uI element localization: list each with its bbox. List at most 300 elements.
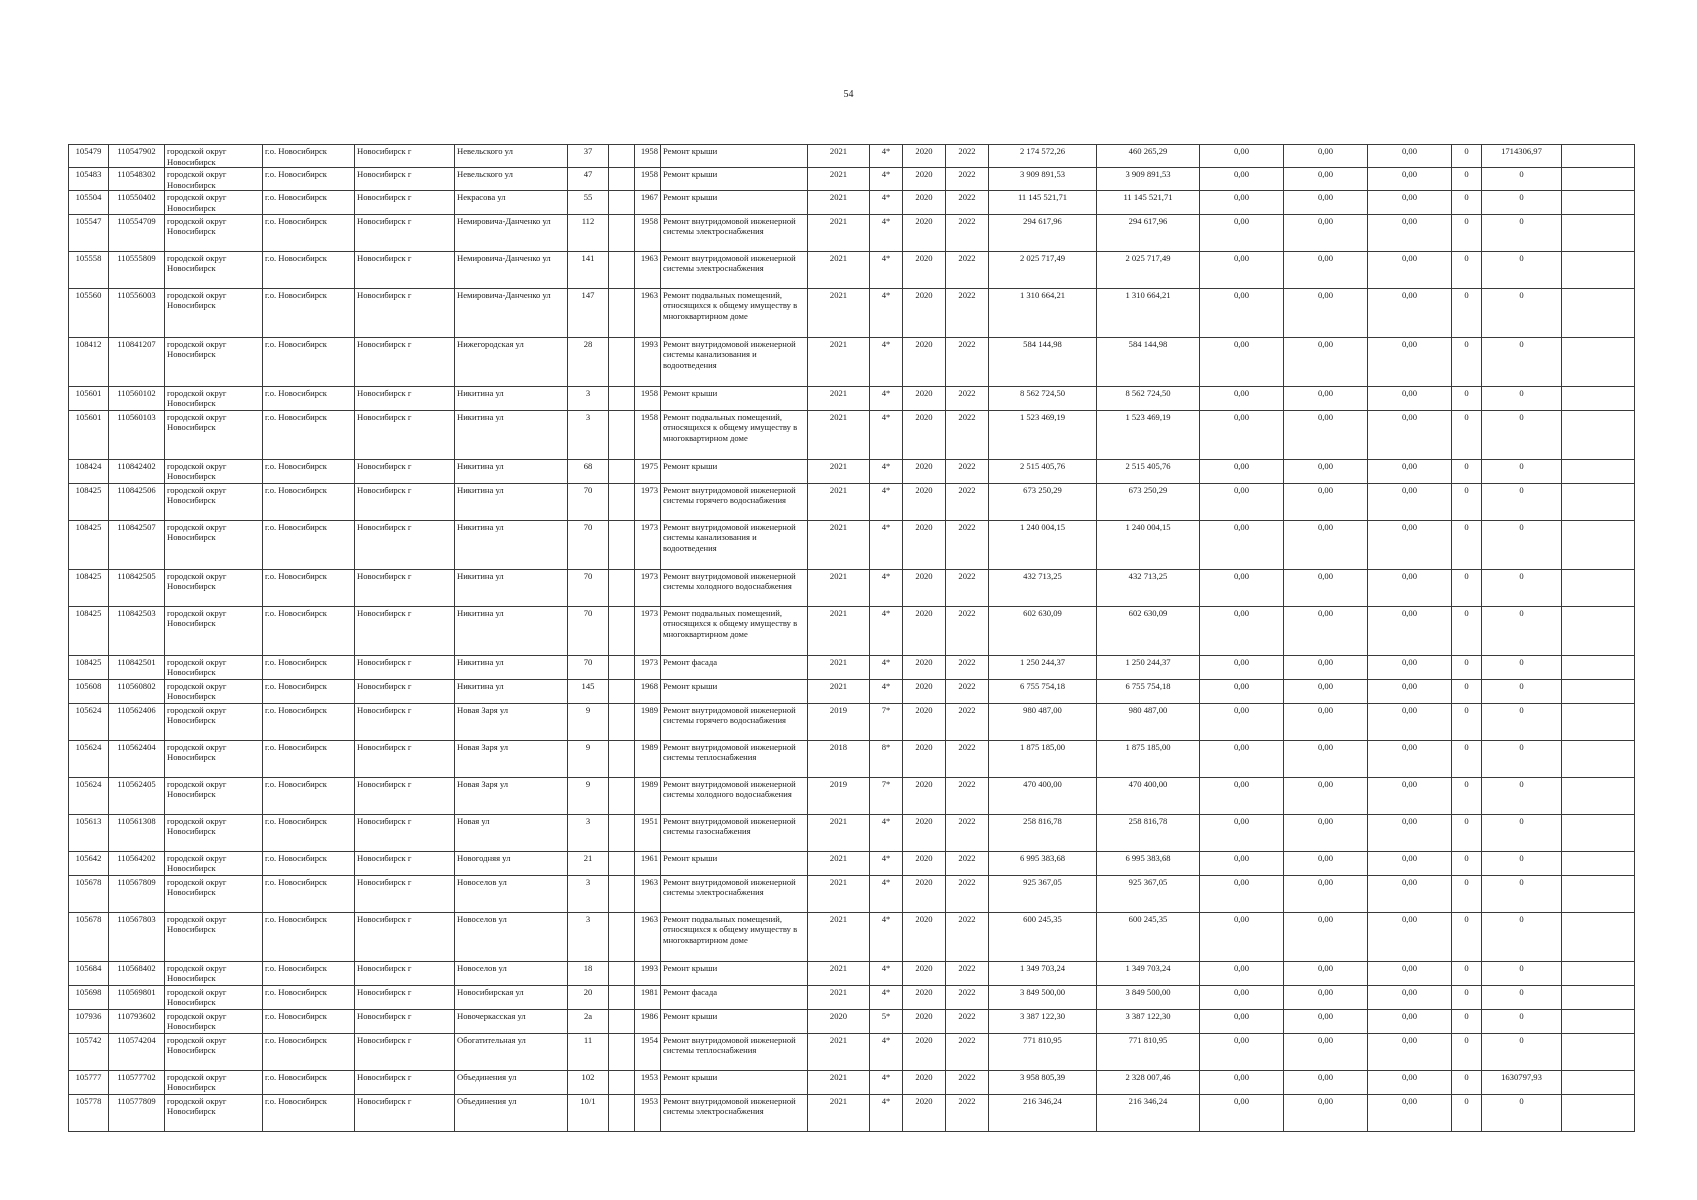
work-type-cell: Ремонт крыши [661, 851, 808, 875]
start-year-cell: 2020 [903, 814, 946, 851]
table-row [69, 679, 1635, 703]
house-number-cell: 70 [568, 520, 609, 569]
municipality-cell: городской округ Новосибирск [165, 703, 263, 740]
other-funds-cell: 0 [1482, 191, 1562, 214]
street-cell: Никитина ул [455, 606, 568, 655]
building-cell [609, 961, 635, 985]
year-built-cell: 1989 [635, 703, 661, 740]
budget-1-cell: 0,00 [1200, 679, 1284, 703]
plan-year-cell: 2019 [808, 777, 870, 814]
category-cell: 4* [870, 288, 903, 337]
category-cell: 4* [870, 875, 903, 912]
district-cell: г.о. Новосибирск [263, 1094, 355, 1131]
fund-cost-cell: 6 755 754,18 [1097, 679, 1200, 703]
district-cell: г.о. Новосибирск [263, 814, 355, 851]
other-funds-cell: 0 [1482, 168, 1562, 191]
work-type-cell: Ремонт внутридомовой инженерной системы канализования и водоотведения [661, 337, 808, 386]
other-funds-cell: 0 [1482, 569, 1562, 606]
settlement-cell: Новосибирск г [355, 777, 455, 814]
table-row [69, 410, 1635, 459]
fund-cost-cell: 216 346,24 [1097, 1094, 1200, 1131]
note-cell [1562, 912, 1635, 961]
object-id-cell: 107936 [69, 1009, 109, 1033]
plan-year-cell: 2021 [808, 337, 870, 386]
record-code-cell: 110562405 [109, 777, 165, 814]
total-cost-cell: 1 875 185,00 [989, 740, 1097, 777]
note-cell [1562, 520, 1635, 569]
budget-3-cell: 0,00 [1368, 569, 1452, 606]
district-cell: г.о. Новосибирск [263, 483, 355, 520]
budget-2-cell: 0,00 [1284, 1070, 1368, 1094]
start-year-cell: 2020 [903, 875, 946, 912]
table-row [69, 1033, 1635, 1070]
street-cell: Немировича-Данченко ул [455, 251, 568, 288]
street-cell: Новосибирская ул [455, 985, 568, 1009]
end-year-cell: 2022 [946, 214, 989, 251]
category-cell: 4* [870, 337, 903, 386]
fund-cost-cell: 771 810,95 [1097, 1033, 1200, 1070]
district-cell: г.о. Новосибирск [263, 740, 355, 777]
note-cell [1562, 1009, 1635, 1033]
plan-year-cell: 2021 [808, 912, 870, 961]
record-code-cell: 110548302 [109, 168, 165, 191]
note-cell [1562, 569, 1635, 606]
budget-1-cell: 0,00 [1200, 655, 1284, 679]
owners-funds-cell: 0 [1452, 145, 1482, 168]
start-year-cell: 2020 [903, 740, 946, 777]
house-number-cell: 70 [568, 655, 609, 679]
object-id-cell: 108425 [69, 483, 109, 520]
owners-funds-cell: 0 [1452, 214, 1482, 251]
budget-2-cell: 0,00 [1284, 814, 1368, 851]
end-year-cell: 2022 [946, 386, 989, 410]
table-row [69, 386, 1635, 410]
house-number-cell: 9 [568, 703, 609, 740]
house-number-cell: 3 [568, 386, 609, 410]
settlement-cell: Новосибирск г [355, 961, 455, 985]
settlement-cell: Новосибирск г [355, 1033, 455, 1070]
settlement-cell: Новосибирск г [355, 1094, 455, 1131]
house-number-cell: 70 [568, 569, 609, 606]
record-code-cell: 110560802 [109, 679, 165, 703]
street-cell: Никитина ул [455, 569, 568, 606]
fund-cost-cell: 2 328 007,46 [1097, 1070, 1200, 1094]
house-number-cell: 147 [568, 288, 609, 337]
work-type-cell: Ремонт внутридомовой инженерной системы горячего водоснабжения [661, 703, 808, 740]
fund-cost-cell: 1 250 244,37 [1097, 655, 1200, 679]
building-cell [609, 606, 635, 655]
object-id-cell: 105560 [69, 288, 109, 337]
work-type-cell: Ремонт внутридомовой инженерной системы газоснабжения [661, 814, 808, 851]
street-cell: Немировича-Данченко ул [455, 288, 568, 337]
table-row [69, 777, 1635, 814]
plan-year-cell: 2020 [808, 1009, 870, 1033]
house-number-cell: 3 [568, 410, 609, 459]
district-cell: г.о. Новосибирск [263, 569, 355, 606]
owners-funds-cell: 0 [1452, 814, 1482, 851]
end-year-cell: 2022 [946, 740, 989, 777]
plan-year-cell: 2021 [808, 961, 870, 985]
municipality-cell: городской округ Новосибирск [165, 251, 263, 288]
start-year-cell: 2020 [903, 1009, 946, 1033]
street-cell: Новоселов ул [455, 875, 568, 912]
work-type-cell: Ремонт крыши [661, 191, 808, 214]
note-cell [1562, 1094, 1635, 1131]
budget-1-cell: 0,00 [1200, 985, 1284, 1009]
street-cell: Никитина ул [455, 386, 568, 410]
budget-1-cell: 0,00 [1200, 1094, 1284, 1131]
object-id-cell: 105742 [69, 1033, 109, 1070]
record-code-cell: 110547902 [109, 145, 165, 168]
total-cost-cell: 11 145 521,71 [989, 191, 1097, 214]
category-cell: 4* [870, 1094, 903, 1131]
fund-cost-cell: 1 523 469,19 [1097, 410, 1200, 459]
building-cell [609, 912, 635, 961]
start-year-cell: 2020 [903, 145, 946, 168]
end-year-cell: 2022 [946, 679, 989, 703]
year-built-cell: 1967 [635, 191, 661, 214]
work-type-cell: Ремонт внутридомовой инженерной системы электроснабжения [661, 214, 808, 251]
object-id-cell: 108425 [69, 655, 109, 679]
end-year-cell: 2022 [946, 288, 989, 337]
note-cell [1562, 1070, 1635, 1094]
settlement-cell: Новосибирск г [355, 851, 455, 875]
settlement-cell: Новосибирск г [355, 606, 455, 655]
year-built-cell: 1963 [635, 912, 661, 961]
other-funds-cell: 0 [1482, 288, 1562, 337]
record-code-cell: 110555809 [109, 251, 165, 288]
object-id-cell: 105558 [69, 251, 109, 288]
budget-1-cell: 0,00 [1200, 606, 1284, 655]
other-funds-cell: 0 [1482, 814, 1562, 851]
work-type-cell: Ремонт крыши [661, 1009, 808, 1033]
object-id-cell: 105777 [69, 1070, 109, 1094]
owners-funds-cell: 0 [1452, 606, 1482, 655]
budget-3-cell: 0,00 [1368, 851, 1452, 875]
owners-funds-cell: 0 [1452, 961, 1482, 985]
street-cell: Нижегородская ул [455, 337, 568, 386]
owners-funds-cell: 0 [1452, 703, 1482, 740]
object-id-cell: 105698 [69, 985, 109, 1009]
budget-1-cell: 0,00 [1200, 191, 1284, 214]
budget-2-cell: 0,00 [1284, 655, 1368, 679]
owners-funds-cell: 0 [1452, 569, 1482, 606]
record-code-cell: 110550402 [109, 191, 165, 214]
budget-2-cell: 0,00 [1284, 386, 1368, 410]
table-row [69, 655, 1635, 679]
total-cost-cell: 3 958 805,39 [989, 1070, 1097, 1094]
category-cell: 4* [870, 191, 903, 214]
start-year-cell: 2020 [903, 606, 946, 655]
work-type-cell: Ремонт внутридомовой инженерной системы электроснабжения [661, 1094, 808, 1131]
other-funds-cell: 0 [1482, 1094, 1562, 1131]
fund-cost-cell: 258 816,78 [1097, 814, 1200, 851]
budget-2-cell: 0,00 [1284, 703, 1368, 740]
budget-3-cell: 0,00 [1368, 520, 1452, 569]
category-cell: 4* [870, 679, 903, 703]
fund-cost-cell: 11 145 521,71 [1097, 191, 1200, 214]
object-id-cell: 105642 [69, 851, 109, 875]
start-year-cell: 2020 [903, 961, 946, 985]
note-cell [1562, 214, 1635, 251]
street-cell: Никитина ул [455, 520, 568, 569]
start-year-cell: 2020 [903, 679, 946, 703]
street-cell: Новогодняя ул [455, 851, 568, 875]
municipality-cell: городской округ Новосибирск [165, 655, 263, 679]
district-cell: г.о. Новосибирск [263, 251, 355, 288]
street-cell: Новая Заря ул [455, 777, 568, 814]
year-built-cell: 1986 [635, 1009, 661, 1033]
budget-2-cell: 0,00 [1284, 520, 1368, 569]
fund-cost-cell: 925 367,05 [1097, 875, 1200, 912]
end-year-cell: 2022 [946, 337, 989, 386]
other-funds-cell: 0 [1482, 386, 1562, 410]
budget-1-cell: 0,00 [1200, 410, 1284, 459]
category-cell: 4* [870, 386, 903, 410]
municipality-cell: городской округ Новосибирск [165, 337, 263, 386]
house-number-cell: 47 [568, 168, 609, 191]
record-code-cell: 110842505 [109, 569, 165, 606]
table-row [69, 251, 1635, 288]
budget-2-cell: 0,00 [1284, 1033, 1368, 1070]
street-cell: Обогатительная ул [455, 1033, 568, 1070]
note-cell [1562, 337, 1635, 386]
budget-3-cell: 0,00 [1368, 337, 1452, 386]
plan-year-cell: 2021 [808, 251, 870, 288]
budget-2-cell: 0,00 [1284, 740, 1368, 777]
object-id-cell: 105684 [69, 961, 109, 985]
end-year-cell: 2022 [946, 459, 989, 483]
work-type-cell: Ремонт крыши [661, 961, 808, 985]
work-type-cell: Ремонт крыши [661, 145, 808, 168]
end-year-cell: 2022 [946, 703, 989, 740]
owners-funds-cell: 0 [1452, 168, 1482, 191]
work-type-cell: Ремонт подвальных помещений, относящихся к общему имуществу в многоквартирном доме [661, 288, 808, 337]
district-cell: г.о. Новосибирск [263, 703, 355, 740]
work-type-cell: Ремонт подвальных помещений, относящихся к общему имуществу в многоквартирном доме [661, 410, 808, 459]
end-year-cell: 2022 [946, 985, 989, 1009]
work-type-cell: Ремонт внутридомовой инженерной системы теплоснабжения [661, 1033, 808, 1070]
note-cell [1562, 459, 1635, 483]
district-cell: г.о. Новосибирск [263, 520, 355, 569]
municipality-cell: городской округ Новосибирск [165, 851, 263, 875]
settlement-cell: Новосибирск г [355, 1070, 455, 1094]
municipality-cell: городской округ Новосибирск [165, 961, 263, 985]
year-built-cell: 1953 [635, 1094, 661, 1131]
owners-funds-cell: 0 [1452, 337, 1482, 386]
municipality-cell: городской округ Новосибирск [165, 569, 263, 606]
other-funds-cell: 0 [1482, 483, 1562, 520]
total-cost-cell: 600 245,35 [989, 912, 1097, 961]
owners-funds-cell: 0 [1452, 386, 1482, 410]
start-year-cell: 2020 [903, 410, 946, 459]
district-cell: г.о. Новосибирск [263, 168, 355, 191]
budget-1-cell: 0,00 [1200, 520, 1284, 569]
district-cell: г.о. Новосибирск [263, 606, 355, 655]
total-cost-cell: 258 816,78 [989, 814, 1097, 851]
budget-1-cell: 0,00 [1200, 1070, 1284, 1094]
budget-1-cell: 0,00 [1200, 1033, 1284, 1070]
plan-year-cell: 2021 [808, 386, 870, 410]
budget-2-cell: 0,00 [1284, 777, 1368, 814]
plan-year-cell: 2021 [808, 410, 870, 459]
total-cost-cell: 1 523 469,19 [989, 410, 1097, 459]
street-cell: Новая Заря ул [455, 740, 568, 777]
year-built-cell: 1973 [635, 569, 661, 606]
district-cell: г.о. Новосибирск [263, 985, 355, 1009]
settlement-cell: Новосибирск г [355, 337, 455, 386]
settlement-cell: Новосибирск г [355, 569, 455, 606]
total-cost-cell: 3 849 500,00 [989, 985, 1097, 1009]
note-cell [1562, 655, 1635, 679]
street-cell: Объединения ул [455, 1070, 568, 1094]
budget-1-cell: 0,00 [1200, 168, 1284, 191]
note-cell [1562, 606, 1635, 655]
category-cell: 4* [870, 851, 903, 875]
street-cell: Некрасова ул [455, 191, 568, 214]
municipality-cell: городской округ Новосибирск [165, 875, 263, 912]
house-number-cell: 2а [568, 1009, 609, 1033]
end-year-cell: 2022 [946, 251, 989, 288]
work-type-cell: Ремонт внутридомовой инженерной системы холодного водоснабжения [661, 777, 808, 814]
year-built-cell: 1953 [635, 1070, 661, 1094]
house-number-cell: 3 [568, 814, 609, 851]
house-number-cell: 102 [568, 1070, 609, 1094]
building-cell [609, 679, 635, 703]
start-year-cell: 2020 [903, 191, 946, 214]
budget-3-cell: 0,00 [1368, 410, 1452, 459]
year-built-cell: 1975 [635, 459, 661, 483]
start-year-cell: 2020 [903, 1033, 946, 1070]
table-row [69, 875, 1635, 912]
building-cell [609, 655, 635, 679]
house-number-cell: 55 [568, 191, 609, 214]
note-cell [1562, 168, 1635, 191]
building-cell [609, 459, 635, 483]
table-row [69, 145, 1635, 168]
building-cell [609, 520, 635, 569]
owners-funds-cell: 0 [1452, 1033, 1482, 1070]
house-number-cell: 145 [568, 679, 609, 703]
budget-1-cell: 0,00 [1200, 912, 1284, 961]
other-funds-cell: 0 [1482, 875, 1562, 912]
table-row [69, 520, 1635, 569]
fund-cost-cell: 470 400,00 [1097, 777, 1200, 814]
budget-3-cell: 0,00 [1368, 606, 1452, 655]
budget-2-cell: 0,00 [1284, 168, 1368, 191]
total-cost-cell: 3 387 122,30 [989, 1009, 1097, 1033]
district-cell: г.о. Новосибирск [263, 145, 355, 168]
year-built-cell: 1963 [635, 251, 661, 288]
end-year-cell: 2022 [946, 606, 989, 655]
table-row [69, 606, 1635, 655]
total-cost-cell: 8 562 724,50 [989, 386, 1097, 410]
budget-1-cell: 0,00 [1200, 251, 1284, 288]
total-cost-cell: 2 025 717,49 [989, 251, 1097, 288]
total-cost-cell: 1 310 664,21 [989, 288, 1097, 337]
object-id-cell: 108425 [69, 606, 109, 655]
district-cell: г.о. Новосибирск [263, 1033, 355, 1070]
fund-cost-cell: 600 245,35 [1097, 912, 1200, 961]
record-code-cell: 110562404 [109, 740, 165, 777]
record-code-cell: 110562406 [109, 703, 165, 740]
budget-1-cell: 0,00 [1200, 703, 1284, 740]
record-code-cell: 110554709 [109, 214, 165, 251]
municipality-cell: городской округ Новосибирск [165, 1033, 263, 1070]
year-built-cell: 1981 [635, 985, 661, 1009]
house-number-cell: 28 [568, 337, 609, 386]
table-row [69, 961, 1635, 985]
owners-funds-cell: 0 [1452, 851, 1482, 875]
note-cell [1562, 145, 1635, 168]
fund-cost-cell: 460 265,29 [1097, 145, 1200, 168]
settlement-cell: Новосибирск г [355, 655, 455, 679]
settlement-cell: Новосибирск г [355, 1009, 455, 1033]
district-cell: г.о. Новосибирск [263, 337, 355, 386]
settlement-cell: Новосибирск г [355, 814, 455, 851]
table-row [69, 214, 1635, 251]
plan-year-cell: 2021 [808, 214, 870, 251]
fund-cost-cell: 2 515 405,76 [1097, 459, 1200, 483]
category-cell: 4* [870, 814, 903, 851]
municipality-cell: городской округ Новосибирск [165, 168, 263, 191]
street-cell: Немировича-Данченко ул [455, 214, 568, 251]
note-cell [1562, 740, 1635, 777]
start-year-cell: 2020 [903, 337, 946, 386]
budget-2-cell: 0,00 [1284, 337, 1368, 386]
fund-cost-cell: 1 310 664,21 [1097, 288, 1200, 337]
fund-cost-cell: 3 909 891,53 [1097, 168, 1200, 191]
fund-cost-cell: 584 144,98 [1097, 337, 1200, 386]
work-type-cell: Ремонт внутридомовой инженерной системы теплоснабжения [661, 740, 808, 777]
year-built-cell: 1993 [635, 337, 661, 386]
plan-year-cell: 2021 [808, 606, 870, 655]
other-funds-cell: 0 [1482, 1033, 1562, 1070]
municipality-cell: городской округ Новосибирск [165, 1009, 263, 1033]
owners-funds-cell: 0 [1452, 1009, 1482, 1033]
year-built-cell: 1961 [635, 851, 661, 875]
year-built-cell: 1973 [635, 483, 661, 520]
record-code-cell: 110841207 [109, 337, 165, 386]
category-cell: 7* [870, 703, 903, 740]
category-cell: 4* [870, 410, 903, 459]
settlement-cell: Новосибирск г [355, 912, 455, 961]
category-cell: 4* [870, 520, 903, 569]
note-cell [1562, 814, 1635, 851]
start-year-cell: 2020 [903, 168, 946, 191]
start-year-cell: 2020 [903, 1094, 946, 1131]
work-type-cell: Ремонт внутридомовой инженерной системы электроснабжения [661, 251, 808, 288]
budget-1-cell: 0,00 [1200, 483, 1284, 520]
table-row [69, 814, 1635, 851]
note-cell [1562, 386, 1635, 410]
budget-1-cell: 0,00 [1200, 214, 1284, 251]
district-cell: г.о. Новосибирск [263, 1070, 355, 1094]
table-row [69, 740, 1635, 777]
municipality-cell: городской округ Новосибирск [165, 1094, 263, 1131]
plan-year-cell: 2021 [808, 168, 870, 191]
district-cell: г.о. Новосибирск [263, 851, 355, 875]
municipality-cell: городской округ Новосибирск [165, 288, 263, 337]
object-id-cell: 105479 [69, 145, 109, 168]
house-number-cell: 9 [568, 740, 609, 777]
budget-3-cell: 0,00 [1368, 814, 1452, 851]
plan-year-cell: 2021 [808, 985, 870, 1009]
note-cell [1562, 985, 1635, 1009]
total-cost-cell: 980 487,00 [989, 703, 1097, 740]
municipality-cell: городской округ Новосибирск [165, 520, 263, 569]
budget-2-cell: 0,00 [1284, 961, 1368, 985]
